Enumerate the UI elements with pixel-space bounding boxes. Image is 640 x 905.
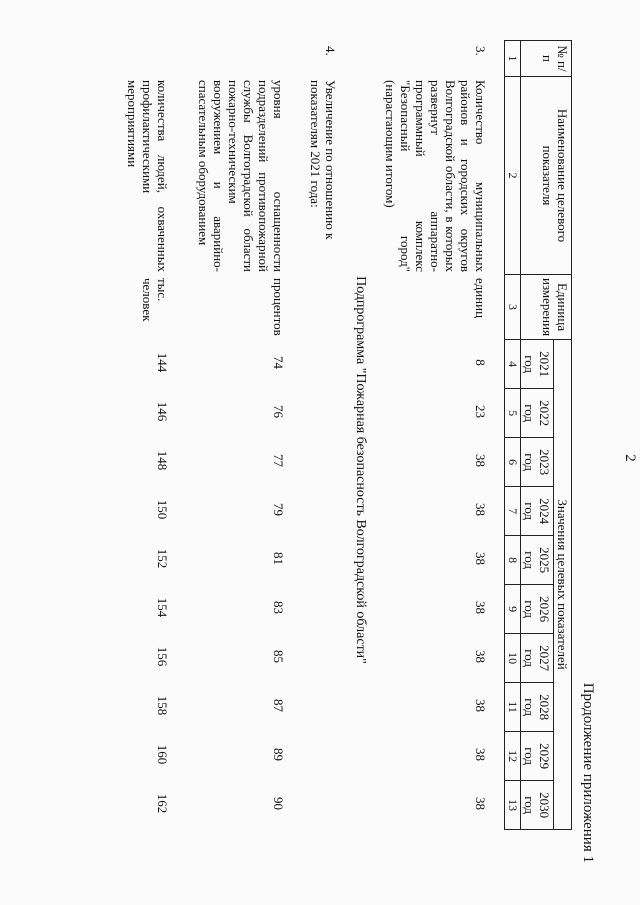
row-value: 23 — [473, 405, 488, 418]
column-number: 11 — [505, 683, 521, 732]
column-number: 13 — [505, 781, 521, 830]
column-number: 3 — [505, 275, 521, 340]
row-value: 38 — [473, 503, 488, 516]
row-value: 89 — [271, 748, 286, 761]
row-value: 38 — [473, 748, 488, 761]
row-value: 81 — [271, 552, 286, 565]
row-intro: Увеличение по отношению к показателям 2021 года: — [308, 80, 338, 240]
indicators-table-header — [504, 40, 572, 830]
row-unit: единиц — [473, 278, 488, 319]
subprogram-title: Подпрограмма "Пожарная безопасность Волгоградской области" — [353, 276, 368, 664]
column-number: 1 — [505, 41, 521, 77]
row-value: 38 — [473, 552, 488, 565]
row-value: 148 — [155, 450, 170, 471]
header-year: 2022 год — [521, 389, 554, 438]
row-value: 154 — [155, 597, 170, 618]
column-number: 5 — [505, 389, 521, 438]
row-indicator-name: Количество муниципальных районов и городских округов Волгоградской области, в которых развернут аппаратно-программный комплекс "Безопасный город" (нарастающим итогом) — [383, 80, 488, 272]
row-value: 77 — [271, 454, 286, 467]
row-value: 83 — [271, 601, 286, 614]
header-year: 2028 год — [521, 683, 554, 732]
row-value: 76 — [271, 405, 286, 418]
row-num: 4. — [323, 46, 338, 56]
row-value: 150 — [155, 499, 170, 520]
row-value: 152 — [155, 548, 170, 569]
header-year: 2025 год — [521, 536, 554, 585]
header-num: № п/п — [521, 41, 572, 77]
header-name: Наименование целевого показателя — [521, 77, 572, 275]
row-value: 38 — [473, 454, 488, 467]
row-value: 160 — [155, 744, 170, 765]
header-year: 2026 год — [521, 585, 554, 634]
header-year: 2027 год — [521, 634, 554, 683]
header-year: 2023 год — [521, 438, 554, 487]
column-number: 7 — [505, 487, 521, 536]
column-number: 6 — [505, 438, 521, 487]
header-year: 2021 год — [521, 340, 554, 389]
column-number: 10 — [505, 634, 521, 683]
row-value: 158 — [155, 695, 170, 716]
column-number: 12 — [505, 732, 521, 781]
row-value: 38 — [473, 650, 488, 663]
header-values-group: Значения целевых показателей — [554, 340, 572, 830]
row-value: 85 — [271, 650, 286, 663]
header-year: 2030 год — [521, 781, 554, 830]
row-value: 38 — [473, 699, 488, 712]
continuation-note: Продолжение приложения 1 — [580, 682, 596, 863]
row-value: 8 — [473, 359, 488, 366]
header-year: 2024 год — [521, 487, 554, 536]
row-indicator-name: количества людей, охваченных профилактическими мероприятиями — [125, 80, 170, 272]
row-indicator-name: уровня оснащенности подразделений противопожарной службы Волгоградской области пожарно-техническим вооружением и аварийно-спасательным оборудованием — [196, 80, 286, 272]
row-value: 144 — [155, 352, 170, 373]
row-value: 38 — [473, 601, 488, 614]
row-value: 38 — [473, 797, 488, 810]
row-unit: процентов — [271, 278, 286, 336]
column-number: 4 — [505, 340, 521, 389]
header-year: 2029 год — [521, 732, 554, 781]
row-num: 3. — [473, 46, 488, 56]
row-value: 156 — [155, 646, 170, 667]
row-value: 74 — [271, 356, 286, 369]
column-number: 9 — [505, 585, 521, 634]
row-value: 146 — [155, 401, 170, 422]
header-unit: Единица измерения — [521, 275, 572, 340]
column-number: 2 — [505, 77, 521, 275]
row-value: 90 — [271, 797, 286, 810]
row-value: 87 — [271, 699, 286, 712]
page-number: 2 — [622, 454, 638, 462]
row-unit: тыс. человек — [140, 278, 170, 322]
row-value: 79 — [271, 503, 286, 516]
row-value: 162 — [155, 793, 170, 814]
column-number: 8 — [505, 536, 521, 585]
